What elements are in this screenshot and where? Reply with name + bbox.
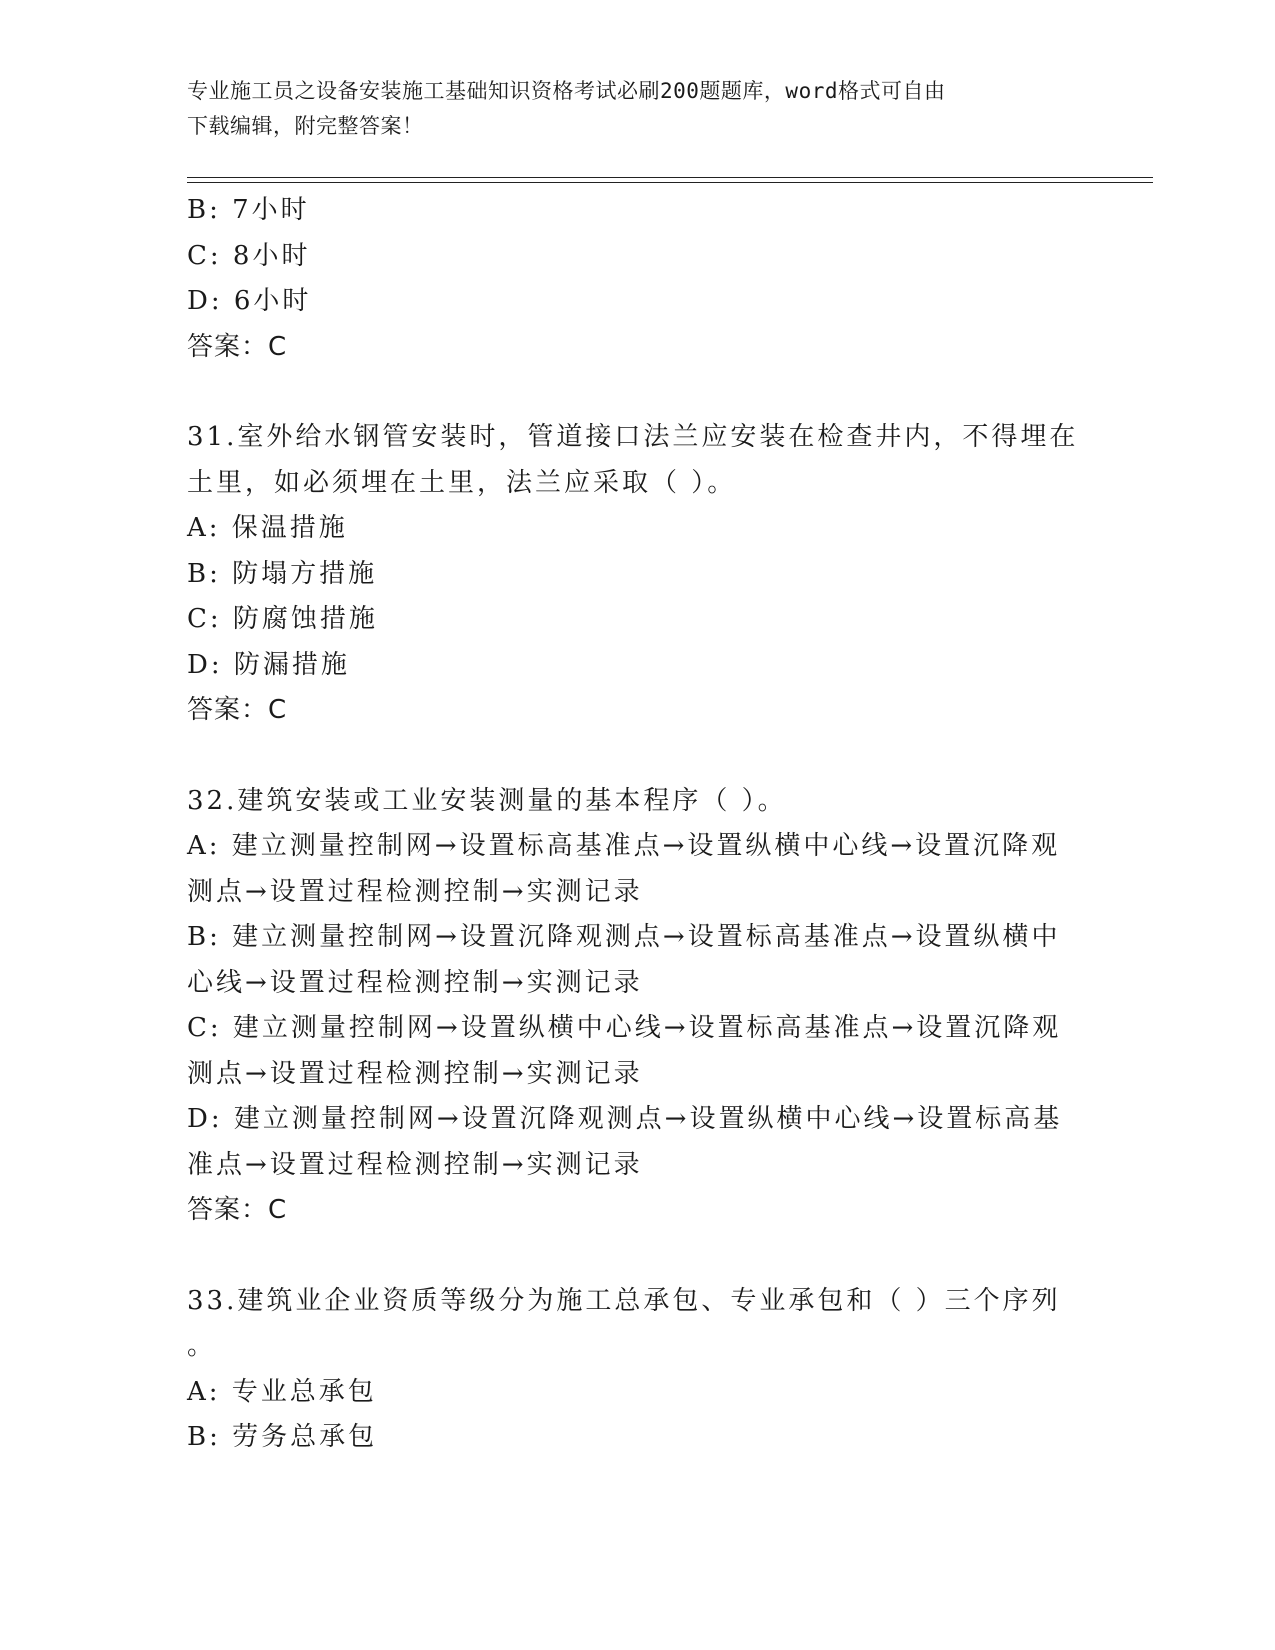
option-c-continued: 测点→设置过程检测控制→实测记录 bbox=[187, 1058, 643, 1089]
question-33 bbox=[187, 1279, 1087, 1461]
header-divider-top bbox=[187, 177, 1153, 178]
question-stem: 。 bbox=[187, 1331, 217, 1361]
option-a-continued: 测点→设置过程检测控制→实测记录 bbox=[187, 876, 643, 907]
answer: 答案：C bbox=[187, 1195, 288, 1225]
option-d: D: 防漏措施 bbox=[187, 649, 350, 680]
option-b-continued: 心线→设置过程检测控制→实测记录 bbox=[187, 967, 643, 998]
option-a: A: 建立测量控制网→设置标高基准点→设置纵横中心线→设置沉降观 bbox=[187, 831, 1061, 861]
header-line-2: 下载编辑，附完整答案！ bbox=[187, 114, 424, 138]
option-b: B: 建立测量控制网→设置沉降观测点→设置标高基准点→设置纵横中 bbox=[187, 922, 1061, 952]
question-30-continued bbox=[187, 188, 1087, 370]
option-c: C: 防腐蚀措施 bbox=[187, 604, 378, 634]
option-b: B: 7小时 bbox=[187, 195, 310, 225]
option-b: B: 劳务总承包 bbox=[187, 1422, 378, 1452]
question-31 bbox=[187, 415, 1087, 734]
option-a: A: 保温措施 bbox=[187, 513, 348, 543]
option-d: D: 建立测量控制网→设置沉降观测点→设置纵横中心线→设置标高基 bbox=[187, 1104, 1063, 1134]
option-c: C: 8小时 bbox=[187, 240, 311, 271]
header-divider-bottom bbox=[187, 182, 1153, 183]
document-header bbox=[187, 74, 1067, 144]
question-content bbox=[187, 188, 1087, 1461]
question-stem: 土里，如必须埋在土里，法兰应采取（ ）。 bbox=[187, 467, 737, 498]
option-c: C: 建立测量控制网→设置纵横中心线→设置标高基准点→设置沉降观 bbox=[187, 1013, 1062, 1043]
option-d: D: 6小时 bbox=[187, 286, 312, 316]
question-stem: 31.室外给水钢管安装时，管道接口法兰应安装在检查井内，不得埋在 bbox=[187, 422, 1079, 452]
question-stem: 33.建筑业企业资质等级分为施工总承包、专业承包和（ ）三个序列 bbox=[187, 1285, 1061, 1316]
option-a: A: 专业总承包 bbox=[187, 1376, 377, 1407]
answer: 答案：C bbox=[187, 695, 288, 725]
question-stem: 32.建筑安装或工业安装测量的基本程序（ ）。 bbox=[187, 785, 787, 816]
option-d-continued: 准点→设置过程检测控制→实测记录 bbox=[187, 1149, 643, 1180]
header-line-1: 专业施工员之设备安装施工基础知识资格考试必刷200题题库，word格式可自由 bbox=[187, 79, 946, 103]
option-b: B: 防塌方措施 bbox=[187, 558, 378, 589]
question-32 bbox=[187, 779, 1087, 1234]
answer: 答案：C bbox=[187, 331, 288, 362]
